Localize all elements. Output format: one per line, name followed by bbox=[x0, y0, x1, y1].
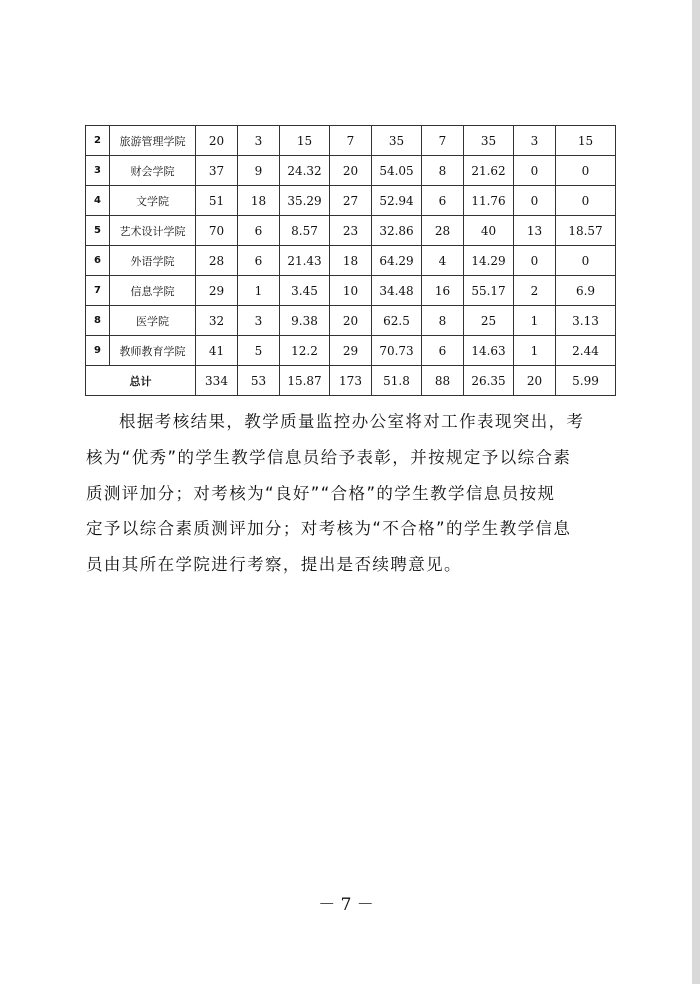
value-cell: 20 bbox=[330, 306, 372, 336]
college-name-cell: 教师教育学院 bbox=[110, 336, 196, 366]
college-name-cell: 医学院 bbox=[110, 306, 196, 336]
college-name-cell: 财会学院 bbox=[110, 156, 196, 186]
college-name-cell: 艺术设计学院 bbox=[110, 216, 196, 246]
value-cell: 7 bbox=[330, 126, 372, 156]
value-cell: 29 bbox=[330, 336, 372, 366]
value-cell: 0 bbox=[556, 246, 616, 276]
row-number-cell: 6 bbox=[86, 246, 110, 276]
table-row bbox=[86, 156, 616, 186]
value-cell: 6 bbox=[238, 246, 280, 276]
value-cell: 3 bbox=[514, 126, 556, 156]
paragraph-line-1: 根据考核结果，教学质量监控办公室将对工作表现突出，考 bbox=[119, 412, 585, 431]
row-number-cell: 5 bbox=[86, 216, 110, 246]
value-cell: 3.45 bbox=[280, 276, 330, 306]
value-cell: 55.17 bbox=[464, 276, 514, 306]
value-cell: 5 bbox=[238, 336, 280, 366]
row-number-cell: 9 bbox=[86, 336, 110, 366]
value-cell: 29 bbox=[196, 276, 238, 306]
row-number-cell: 2 bbox=[86, 126, 110, 156]
value-cell: 25 bbox=[464, 306, 514, 336]
value-cell: 0 bbox=[556, 186, 616, 216]
value-cell: 16 bbox=[422, 276, 464, 306]
table-row bbox=[86, 246, 616, 276]
value-cell: 35 bbox=[464, 126, 514, 156]
total-value-cell: 26.35 bbox=[464, 366, 514, 396]
value-cell: 10 bbox=[330, 276, 372, 306]
value-cell: 41 bbox=[196, 336, 238, 366]
paragraph-line-5: 员由其所在学院进行考察，提出是否续聘意见。 bbox=[86, 555, 462, 575]
value-cell: 6 bbox=[422, 186, 464, 216]
value-cell: 0 bbox=[514, 156, 556, 186]
value-cell: 8 bbox=[422, 156, 464, 186]
value-cell: 52.94 bbox=[372, 186, 422, 216]
value-cell: 8.57 bbox=[280, 216, 330, 246]
value-cell: 23 bbox=[330, 216, 372, 246]
total-label-cell: 总计 bbox=[86, 366, 196, 396]
college-name-cell: 文学院 bbox=[110, 186, 196, 216]
value-cell: 6 bbox=[422, 336, 464, 366]
value-cell: 7 bbox=[422, 126, 464, 156]
value-cell: 37 bbox=[196, 156, 238, 186]
value-cell: 18.57 bbox=[556, 216, 616, 246]
page-number: － 7 － bbox=[318, 895, 374, 915]
value-cell: 18 bbox=[330, 246, 372, 276]
value-cell: 0 bbox=[514, 186, 556, 216]
value-cell: 64.29 bbox=[372, 246, 422, 276]
value-cell: 4 bbox=[422, 246, 464, 276]
value-cell: 8 bbox=[422, 306, 464, 336]
value-cell: 15 bbox=[280, 126, 330, 156]
value-cell: 0 bbox=[556, 156, 616, 186]
value-cell: 14.63 bbox=[464, 336, 514, 366]
value-cell: 6 bbox=[238, 216, 280, 246]
value-cell: 1 bbox=[514, 306, 556, 336]
value-cell: 3 bbox=[238, 126, 280, 156]
table-row bbox=[86, 306, 616, 336]
body-paragraph bbox=[86, 404, 616, 583]
value-cell: 14.29 bbox=[464, 246, 514, 276]
table-row bbox=[86, 216, 616, 246]
value-cell: 70 bbox=[196, 216, 238, 246]
value-cell: 28 bbox=[422, 216, 464, 246]
value-cell: 1 bbox=[238, 276, 280, 306]
value-cell: 3 bbox=[238, 306, 280, 336]
value-cell: 9 bbox=[238, 156, 280, 186]
value-cell: 40 bbox=[464, 216, 514, 246]
value-cell: 1 bbox=[514, 336, 556, 366]
table-row bbox=[86, 126, 616, 156]
value-cell: 11.76 bbox=[464, 186, 514, 216]
value-cell: 32 bbox=[196, 306, 238, 336]
value-cell: 6.9 bbox=[556, 276, 616, 306]
table-row bbox=[86, 276, 616, 306]
value-cell: 18 bbox=[238, 186, 280, 216]
value-cell: 0 bbox=[514, 246, 556, 276]
value-cell: 2.44 bbox=[556, 336, 616, 366]
value-cell: 51 bbox=[196, 186, 238, 216]
value-cell: 34.48 bbox=[372, 276, 422, 306]
value-cell: 27 bbox=[330, 186, 372, 216]
value-cell: 21.62 bbox=[464, 156, 514, 186]
table-row bbox=[86, 336, 616, 366]
college-name-cell: 外语学院 bbox=[110, 246, 196, 276]
viewer-scrollbar-track[interactable] bbox=[692, 0, 700, 984]
paragraph-line-3: 质测评加分；对考核为“良好”“合格”的学生教学信息员按规 bbox=[86, 483, 556, 503]
row-number-cell: 8 bbox=[86, 306, 110, 336]
total-row bbox=[86, 366, 616, 396]
row-number-cell: 4 bbox=[86, 186, 110, 216]
row-number-cell: 3 bbox=[86, 156, 110, 186]
value-cell: 70.73 bbox=[372, 336, 422, 366]
value-cell: 35.29 bbox=[280, 186, 330, 216]
total-value-cell: 88 bbox=[422, 366, 464, 396]
college-name-cell: 信息学院 bbox=[110, 276, 196, 306]
total-value-cell: 334 bbox=[196, 366, 238, 396]
total-value-cell: 173 bbox=[330, 366, 372, 396]
value-cell: 20 bbox=[196, 126, 238, 156]
paragraph-line-4: 定予以综合素质测评加分；对考核为“不合格”的学生教学信息 bbox=[86, 519, 572, 539]
total-value-cell: 51.8 bbox=[372, 366, 422, 396]
paragraph-line-2: 核为“优秀”的学生教学信息员给予表彰，并按规定予以综合素 bbox=[86, 447, 572, 467]
value-cell: 2 bbox=[514, 276, 556, 306]
value-cell: 32.86 bbox=[372, 216, 422, 246]
value-cell: 28 bbox=[196, 246, 238, 276]
value-cell: 13 bbox=[514, 216, 556, 246]
row-number-cell: 7 bbox=[86, 276, 110, 306]
value-cell: 62.5 bbox=[372, 306, 422, 336]
college-name-cell: 旅游管理学院 bbox=[110, 126, 196, 156]
total-value-cell: 5.99 bbox=[556, 366, 616, 396]
statistics-table bbox=[85, 125, 616, 396]
total-value-cell: 53 bbox=[238, 366, 280, 396]
value-cell: 9.38 bbox=[280, 306, 330, 336]
value-cell: 20 bbox=[330, 156, 372, 186]
value-cell: 12.2 bbox=[280, 336, 330, 366]
value-cell: 24.32 bbox=[280, 156, 330, 186]
value-cell: 21.43 bbox=[280, 246, 330, 276]
total-value-cell: 20 bbox=[514, 366, 556, 396]
table-body bbox=[86, 126, 616, 396]
value-cell: 54.05 bbox=[372, 156, 422, 186]
value-cell: 3.13 bbox=[556, 306, 616, 336]
value-cell: 15 bbox=[556, 126, 616, 156]
total-value-cell: 15.87 bbox=[280, 366, 330, 396]
value-cell: 35 bbox=[372, 126, 422, 156]
table-row bbox=[86, 186, 616, 216]
